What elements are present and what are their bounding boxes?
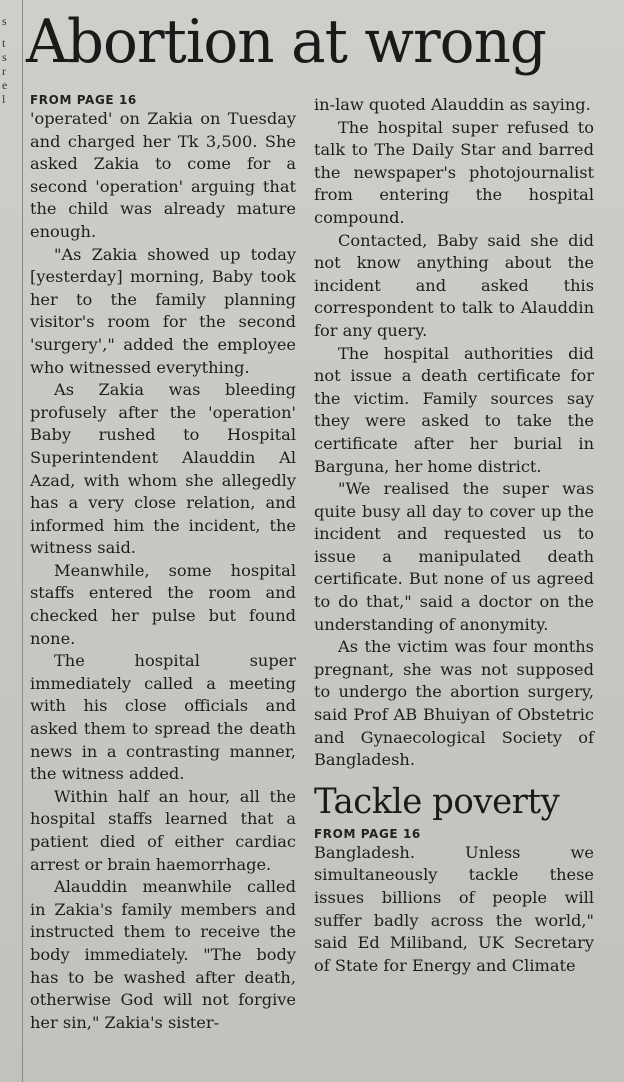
- paragraph: Contacted, Baby said she did not know anything about the incident and asked this correspondent to talk to Alauddin for any query.: [314, 230, 594, 340]
- paragraph: in-law quoted Alauddin as saying.: [314, 95, 591, 114]
- continuation-kicker: FROM PAGE 16: [314, 826, 421, 841]
- edge-fragment: s: [2, 50, 7, 64]
- paragraph: Meanwhile, some hospital staffs entered the room and checked her pulse but found none.: [30, 560, 296, 648]
- edge-fragment: e: [2, 78, 8, 92]
- edge-fragment: l: [2, 92, 6, 106]
- paragraph: The hospital authorities did not issue a death certificate for the victim. Family sources say they were asked to take the certificate after her burial in Barguna, her home district.: [314, 343, 594, 476]
- paragraph: 'operated' on Zakia on Tuesday and charged her Tk 3,500. She asked Zakia to come for a second 'operation' arguing that the child was already mature enough.: [30, 109, 296, 241]
- right-column: [314, 94, 594, 977]
- continuation-kicker: FROM PAGE 16: [30, 93, 137, 107]
- adjacent-column-edge: [0, 0, 23, 1082]
- paragraph: "We realised the super was quite busy all day to cover up the incident and requested us to issue a manipulated death certificate. But none of us agreed to do that," said a doctor on the understanding of anonymity.: [314, 479, 594, 634]
- left-column: [30, 92, 296, 1034]
- edge-fragment: t: [2, 36, 6, 50]
- paragraph: Bangladesh. Unless we simultaneously tackle these issues billions of people will suffer badly across the world," said Ed Miliband, UK Secretary of State for Energy and Climate: [314, 842, 594, 975]
- paragraph: "As Zakia showed up today [yesterday] morning, Baby took her to the family planning visitor's room for the second 'surgery'," added the employee who witnessed everything.: [30, 244, 296, 377]
- edge-fragment: r: [2, 64, 6, 78]
- paragraph: Alauddin meanwhile called in Zakia's family members and instructed them to receive the body immediately. "The body has to be washed after death, otherwise God will not forgive her sin," Zakia's sister-: [30, 877, 296, 1032]
- paragraph: Within half an hour, all the hospital staffs learned that a patient died of either cardiac arrest or brain haemorrhage.: [30, 786, 296, 874]
- edge-fragment: s: [2, 14, 7, 28]
- paragraph: The hospital super refused to talk to The Daily Star and barred the newspaper's photojournalist from entering the hospital compound.: [314, 117, 594, 227]
- paragraph: As the victim was four months pregnant, she was not supposed to undergo the abortion surgery, said Prof AB Bhuiyan of Obstetric and Gynaecological Society of Bangladesh.: [314, 637, 594, 770]
- paragraph: As Zakia was bleeding profusely after the 'operation' Baby rushed to Hospital Superintendent Alauddin Al Azad, with whom she allegedly has a very close relation, and informed him the incident, the witness said.: [30, 380, 296, 558]
- paragraph: The hospital super immediately called a meeting with his close officials and asked them to spread the death news in a contrasting manner, the witness added.: [30, 651, 296, 784]
- article-headline: Abortion at wrong: [26, 7, 546, 77]
- second-story-headline: Tackle poverty: [314, 781, 560, 822]
